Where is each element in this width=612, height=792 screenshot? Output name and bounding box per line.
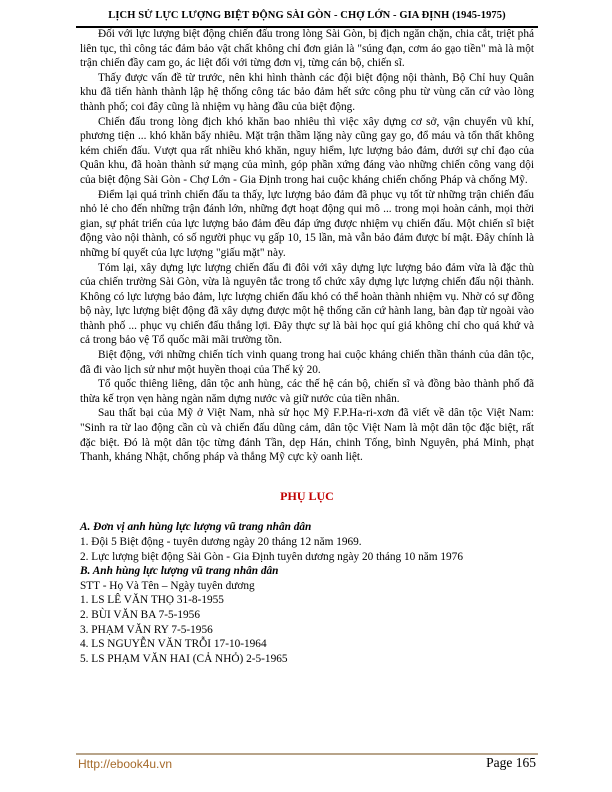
footer-link[interactable]: Http://ebook4u.vn: [78, 757, 173, 771]
footer-divider: [76, 753, 538, 755]
section-b-title: B. Anh hùng lực lượng vũ trang nhân dân: [80, 565, 279, 578]
list-item: 2. Lực lượng biệt động Sài Gòn - Gia Định tuyên dương ngày 20 tháng 10 năm 1976: [80, 550, 463, 563]
paragraph: Tóm lại, xây dựng lực lượng chiến đấu đi đôi với xây dựng lực lượng bảo đảm vừa là đặc thù của chiến trường Sài Gòn, vừa là nguyên tắc trong tổ chức xây dựng lực lượng chiến đấu nội thành. Không có lực lượng bảo đảm, lực lượng chiến đấu khó có thể hoàn thành nhiệm vụ. Nhờ có sự đồng bộ này, lực lượng biệt động đã xây dựng được một hệ thống căn cứ hành lang, bàn đạp từ ngoài vào thành phố ... phục vụ chiến đấu thắng lợi. Đây thực sự là bài học quí giá không chỉ cho quá khứ và cả trong bảo vệ Tổ quốc mãi mãi trường tồn.: [80, 261, 534, 347]
appendix-title: PHỤ LỤC: [280, 488, 334, 503]
list-item: 1. LS LÊ VĂN THỌ 31-8-1955: [80, 594, 224, 607]
paragraph: Tổ quốc thiêng liêng, dân tộc anh hùng, các thế hệ cán bộ, chiến sĩ và đồng bào thành phố đã thừa kế trọn vẹn hàng ngàn năm dựng nước và giữ nước của tiền nhân.: [80, 378, 534, 405]
section-a-title: A. Đơn vị anh hùng lực lượng vũ trang nhân dân: [80, 521, 312, 534]
paragraph: Chiến đấu trong lòng địch khó khăn bao nhiêu thì việc xây dựng cơ sở, vận chuyển vũ khí, phương tiện ... khó khăn bấy nhiêu. Mặt trận thầm lặng này cũng gay go, đổ máu và tổn thất không kém chiến đấu. Vượt qua rất nhiều khó khăn, nguy hiểm, lực lượng bảo đảm, dưới sự chỉ đạo của Quân khu, đã hoàn thành sứ mạng của mình, góp phần xứng đáng vào những chiến công vang dội của biệt động Sài Gòn - Chợ Lớn - Gia Định trong hai cuộc kháng chiến chống Pháp và chống Mỹ.: [80, 115, 534, 186]
body-text: [80, 27, 534, 666]
paragraph: Đối với lực lượng biệt động chiến đấu trong lòng Sài Gòn, bị địch ngăn chặn, chia cắt, triệt phá liên tục, thì công tác đảm bảo vật chất không chỉ đơn giản là "súng đạn, cơm áo gạo tiền" mà là một trận chiến đầy cam go, ác liệt đối với từng đơn vị, từng cán bộ, chiến sĩ.: [80, 28, 534, 70]
list-item: 2. BÙI VĂN BA 7-5-1956: [80, 608, 200, 621]
running-header: LỊCH SỬ LỰC LƯỢNG BIỆT ĐỘNG SÀI GÒN - CHỢ LỚN - GIA ĐỊNH (1945-1975): [108, 10, 506, 21]
list-item: 4. LS NGUYỄN VĂN TRỖI 17-10-1964: [80, 638, 267, 651]
page-number: Page 165: [486, 755, 536, 770]
list-item: 5. LS PHẠM VĂN HAI (CẢ NHỎ) 2-5-1965: [80, 652, 288, 665]
paragraph: Thấy được vấn đề từ trước, nên khi hình thành các đội biệt động nội thành, Bộ Chỉ huy Quân khu đã tiến hành thành lập hệ thống công tác bảo đảm hết sức công phu từ vùng căn cứ vào lòng thành phố; coi đây cũng là nhiệm vụ hàng đầu của biệt động.: [80, 71, 534, 113]
paragraph: Điểm lại quá trình chiến đấu ta thấy, lực lượng bảo đảm đã phục vụ tốt từ những trận chiến đấu nhỏ lẻ cho đến những trận đánh lớn, những đợt hoạt động qui mô ... trong mọi hoàn cảnh, mọi thời gian, sự phát triển của lực lượng bảo đảm đều đáp ứng được nhiệm vụ chiến đấu. Một chiến sĩ biệt động vào nội thành, có số người phục vụ gấp 10, 15 lần, mà vẫn bảo đảm được bí mật. Đây chính là những bí quyết của lực lượng "giấu mặt" này.: [80, 188, 534, 259]
list-subheader: STT - Họ Và Tên – Ngày tuyên dương: [80, 579, 255, 592]
list-item: 1. Đội 5 Biệt động - tuyên dương ngày 20 tháng 12 năm 1969.: [80, 536, 362, 548]
paragraph: Sau thất bại của Mỹ ở Việt Nam, nhà sử học Mỹ F.P.Ha-ri-xơn đã viết về dân tộc Việt Nam: "Sinh ra từ lao động cần cù và chiến đấu dũng cảm, dân tộc Việt Nam là một dân tộc đặc biệt, rất đặc biệt. Đó là một dân tộc từng đánh Tần, dẹp Hán, chinh Tống, bình Nguyên, phá Minh, phạt Thanh, kháng Nhật, chống pháp và thắng Mỹ cực kỳ oanh liệt.: [80, 407, 534, 464]
paragraph: Biệt động, với những chiến tích vinh quang trong hai cuộc kháng chiến thần thánh của dân tộc, đã đi vào lịch sử như một huyền thoại của Thế kỷ 20.: [80, 349, 534, 376]
list-item: 3. PHẠM VĂN RY 7-5-1956: [80, 623, 213, 636]
